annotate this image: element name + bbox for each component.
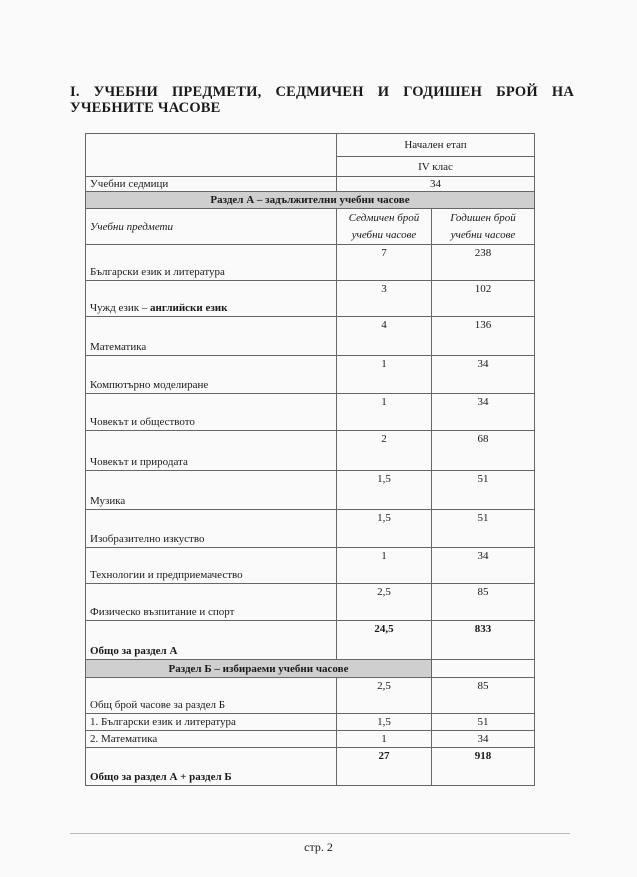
- section-a-title: Раздел А – задължителни учебни часове: [86, 192, 535, 209]
- subject-name: Музика: [86, 471, 337, 510]
- annual-hours: 34: [432, 394, 535, 431]
- total-ab-label: Общо за раздел А + раздел Б: [86, 748, 337, 786]
- table-row: [86, 281, 535, 317]
- curriculum-table: [85, 133, 535, 786]
- subject-name-emphasis: английски език: [150, 302, 228, 314]
- table-row: [86, 584, 535, 621]
- weekly-hours: 3: [337, 281, 432, 317]
- subject-name: Технологии и предприемачество: [86, 548, 337, 584]
- table-row: [86, 431, 535, 471]
- annual-hours: 238: [432, 245, 535, 281]
- annual-hours: 34: [432, 731, 535, 748]
- weekly-hours: 1,5: [337, 471, 432, 510]
- annual-hours: 68: [432, 431, 535, 471]
- total-b-weekly: 2,5: [337, 678, 432, 714]
- stage-label: Начален етап: [337, 134, 535, 157]
- empty-corner-cell: [86, 134, 337, 177]
- weekly-hours: 1: [337, 394, 432, 431]
- weekly-hours: 1: [337, 731, 432, 748]
- weekly-hours: 2,5: [337, 584, 432, 621]
- total-a-row: [86, 621, 535, 660]
- page-number: стр. 2: [304, 840, 333, 854]
- subject-name: Компютърно моделиране: [86, 356, 337, 394]
- weekly-hours: 1: [337, 548, 432, 584]
- subject-name: Човекът и обществото: [86, 394, 337, 431]
- subject-name-prefix: Чужд език –: [90, 302, 151, 314]
- annual-hours: 51: [432, 714, 535, 731]
- class-label: IV клас: [337, 157, 535, 177]
- total-ab-weekly: 27: [337, 748, 432, 786]
- annual-hours: 136: [432, 317, 535, 356]
- col-header-subjects: Учебни предмети: [86, 209, 337, 245]
- annual-hours: 34: [432, 548, 535, 584]
- total-a-annual: 833: [432, 621, 535, 660]
- total-a-weekly: 24,5: [337, 621, 432, 660]
- table-row: [86, 471, 535, 510]
- weeks-value: 34: [337, 177, 535, 192]
- table-row: [86, 510, 535, 548]
- annual-hours: 34: [432, 356, 535, 394]
- total-ab-annual: 918: [432, 748, 535, 786]
- weeks-label: Учебни седмици: [86, 177, 337, 192]
- total-b-label: Общ брой часове за раздел Б: [86, 678, 337, 714]
- table-row: [86, 731, 535, 748]
- total-b-annual: 85: [432, 678, 535, 714]
- elective-subject-name: 1. Български език и литература: [86, 714, 337, 731]
- table-row: [86, 317, 535, 356]
- section-b-blank-cell: [432, 660, 535, 678]
- annual-hours: 102: [432, 281, 535, 317]
- weekly-hours: 4: [337, 317, 432, 356]
- subject-name: [86, 281, 337, 317]
- weekly-hours: 1,5: [337, 510, 432, 548]
- col-header-weekly: Седмичен брой учебни часове: [337, 209, 432, 245]
- subject-name: Физическо възпитание и спорт: [86, 584, 337, 621]
- subject-name: Български език и литература: [86, 245, 337, 281]
- elective-subject-name: 2. Математика: [86, 731, 337, 748]
- weekly-hours: 1,5: [337, 714, 432, 731]
- section-heading: I. УЧЕБНИ ПРЕДМЕТИ, СЕДМИЧЕН И ГОДИШЕН БРОЙ НА УЧЕБНИТЕ ЧАСОВЕ: [70, 84, 574, 116]
- total-b-row: [86, 678, 535, 714]
- table-row: [86, 245, 535, 281]
- annual-hours: 51: [432, 510, 535, 548]
- total-a-label: Общо за раздел А: [86, 621, 337, 660]
- table-row: [86, 394, 535, 431]
- annual-hours: 85: [432, 584, 535, 621]
- annual-hours: 51: [432, 471, 535, 510]
- subject-name: Изобразително изкуство: [86, 510, 337, 548]
- weekly-hours: 7: [337, 245, 432, 281]
- subject-name: Човекът и природата: [86, 431, 337, 471]
- col-header-annual: Годишен брой учебни часове: [432, 209, 535, 245]
- weekly-hours: 2: [337, 431, 432, 471]
- weekly-hours: 1: [337, 356, 432, 394]
- total-ab-row: [86, 748, 535, 786]
- table-row: [86, 356, 535, 394]
- footer-divider: [70, 833, 570, 834]
- table-row: [86, 714, 535, 731]
- section-b-title: Раздел Б – избираеми учебни часове: [86, 660, 432, 678]
- table-row: [86, 548, 535, 584]
- subject-name: Математика: [86, 317, 337, 356]
